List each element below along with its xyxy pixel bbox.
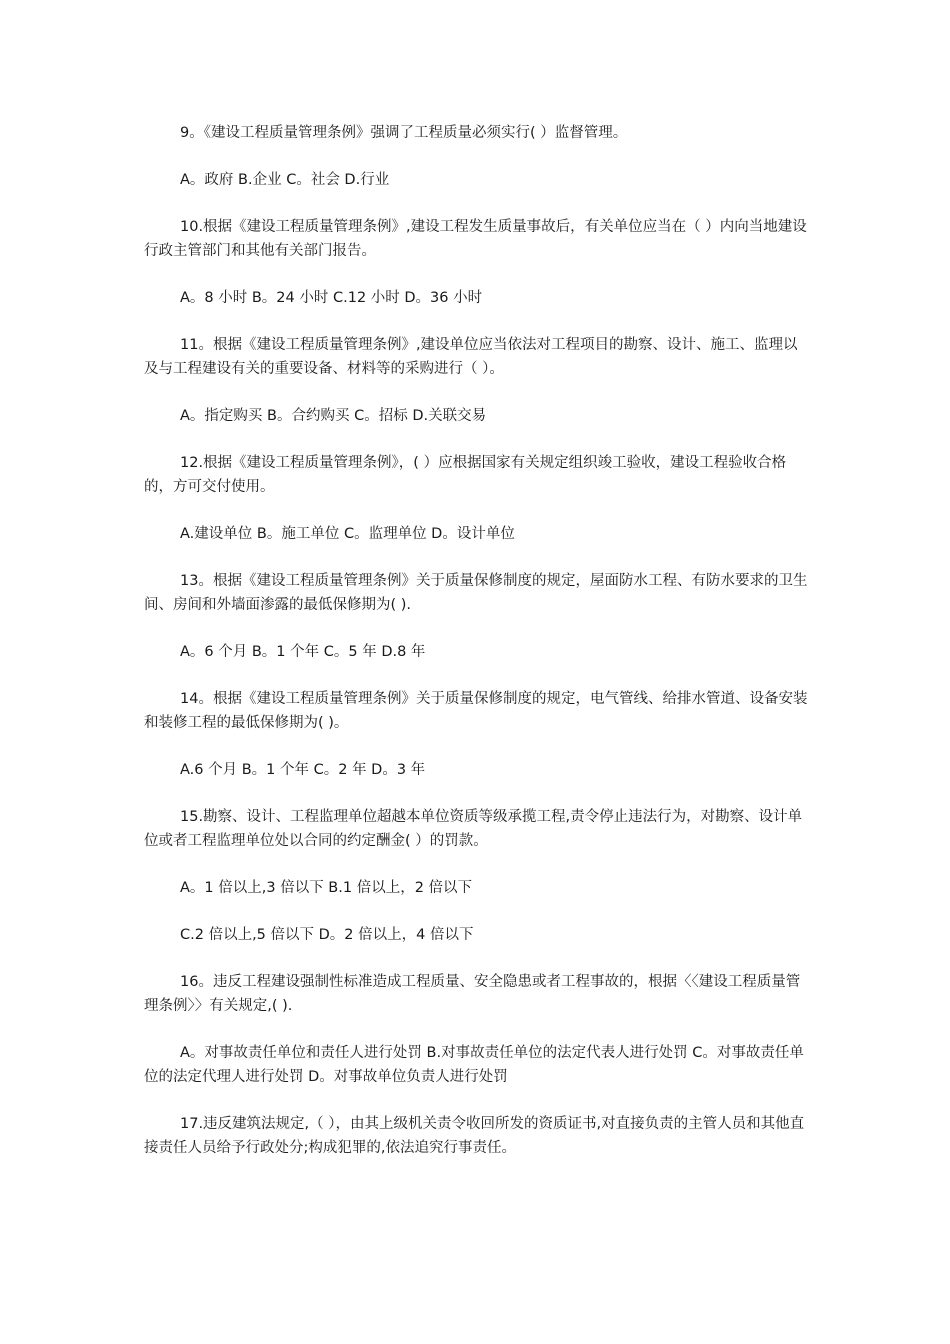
question-9-options: A。政府 B.企业 C。社会 D.行业: [180, 172, 390, 188]
question-15-options-cd: C.2 倍以上,5 倍以下 D。2 倍以上，4 倍以下: [180, 927, 474, 943]
question-15-options-ab: A。1 倍以上,3 倍以下 B.1 倍以上，2 倍以下: [180, 880, 473, 896]
question-13-options: A。6 个月 B。1 个年 C。5 年 D.8 年: [180, 644, 426, 660]
question-11-options: A。指定购买 B。合约购买 C。招标 D.关联交易: [180, 408, 487, 424]
question-14-options: A.6 个月 B。1 个年 C。2 年 D。3 年: [180, 762, 426, 778]
question-12-options: A.建设单位 B。施工单位 C。监理单位 D。设计单位: [180, 526, 515, 542]
question-15: 15.勘察、设计、工程监理单位超越本单位资质等级承揽工程,责令停止违法行为，对勘察、设计单位或者工程监理单位处以合同的约定酬金( ）的罚款。: [144, 809, 803, 849]
question-13: 13。根据《建设工程质量管理条例》关于质量保修制度的规定，屋面防水工程、有防水要求的卫生间、房间和外墙面渗露的最低保修期为( ).: [144, 573, 808, 613]
question-11: 11。根据《建设工程质量管理条例》,建设单位应当依法对工程项目的勘察、设计、施工、监理以及与工程建设有关的重要设备、材料等的采购进行（ ）。: [144, 337, 798, 377]
question-10: 10.根据《建设工程质量管理条例》,建设工程发生质量事故后，有关单位应当在（ ）内向当地建设行政主管部门和其他有关部门报告。: [144, 219, 807, 259]
question-12: 12.根据《建设工程质量管理条例》，( ）应根据国家有关规定组织竣工验收，建设工程验收合格的，方可交付使用。: [144, 455, 787, 495]
question-16: 16。违反工程建设强制性标准造成工程质量、安全隐患或者工程事故的，根据〈〈建设工程质量管理条例〉〉有关规定,( ).: [144, 974, 801, 1014]
question-9: 9。《建设工程质量管理条例》强调了工程质量必须实行( ）监督管理。: [180, 125, 628, 141]
question-10-options: A。8 小时 B。24 小时 C.12 小时 D。36 小时: [180, 290, 483, 306]
question-16-options: A。对事故责任单位和责任人进行处罚 B.对事故责任单位的法定代表人进行处罚 C。对事故责任单位的法定代理人进行处罚 D。对事故单位负责人进行处罚: [144, 1045, 804, 1085]
question-17: 17.违反建筑法规定,（ ），由其上级机关责令收回所发的资质证书,对直接负责的主管人员和其他直接责任人员给予行政处分;构成犯罪的,依法追究行事责任。: [144, 1116, 805, 1156]
question-14: 14。根据《建设工程质量管理条例》关于质量保修制度的规定，电气管线、给排水管道、设备安装和装修工程的最低保修期为( )。: [144, 691, 808, 731]
document-body: [144, 121, 812, 1183]
